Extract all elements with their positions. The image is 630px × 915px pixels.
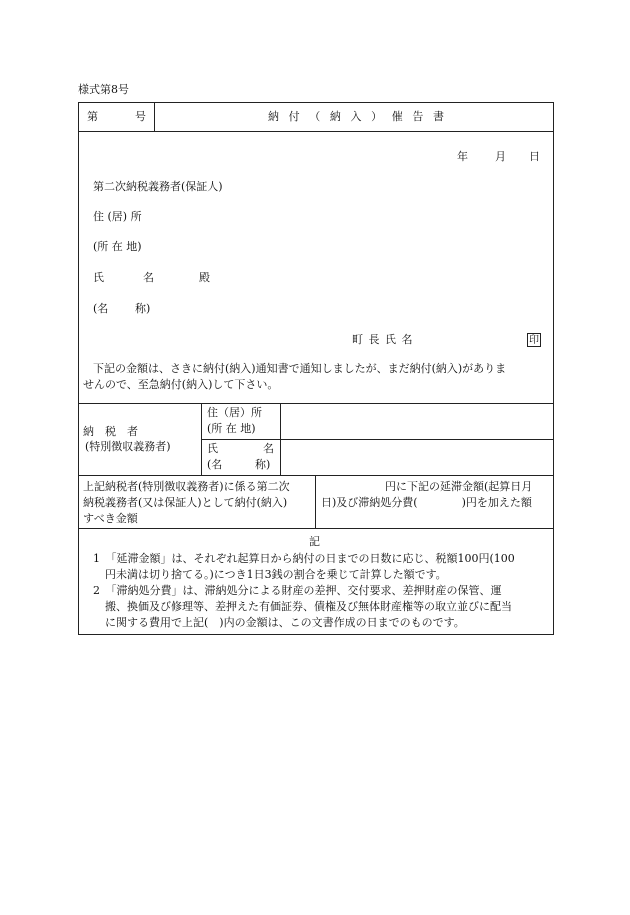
- form-number: 様式第8号: [78, 83, 129, 96]
- number-label-right: 号: [135, 110, 146, 123]
- addressee-title-label: 称): [135, 302, 151, 315]
- addressee-name-label: 名: [143, 271, 154, 284]
- addressee-address-label: 住 (居) 所: [93, 210, 142, 223]
- taxpayer-name-label: 氏: [207, 442, 218, 455]
- amount-description: 納税義務者(又は保証人)として納付(納入): [83, 496, 288, 509]
- title-char: ）: [371, 110, 383, 123]
- title-char: 書: [433, 110, 444, 123]
- taxpayer-sublabel: (特別徴収義務者): [85, 440, 171, 453]
- amount-description: 上記納税者(特別徴収義務者)に係る第二次: [83, 480, 290, 493]
- date-year: 年: [457, 150, 468, 163]
- number-label-left: 第: [87, 110, 98, 123]
- title-char: （: [309, 110, 321, 123]
- note-item-2: に関する費用で上記( )内の金額は、この文書作成の日までのものです。: [105, 616, 465, 629]
- note-item-1: 1 「延滞金額」は、それぞれ起算日から納付の日までの日数に応じ、税額100円(100: [93, 552, 515, 565]
- notice-text: 下記の金額は、さきに納付(納入)通知書で通知しましたが、まだ納付(納入)がありま: [93, 362, 507, 375]
- notice-text: せんので、至急納付(納入)して下さい。: [83, 378, 279, 391]
- title-char: 入: [350, 110, 362, 123]
- taxpayer-name-label: 名: [263, 442, 274, 455]
- note-item-2: 搬、換価及び修理等、差押えた有価証券、債権及び無体財産権等の取立並びに配当: [105, 600, 512, 613]
- taxpayer-title-label: (名: [207, 458, 223, 471]
- taxpayer-location-label: (所 在 地): [207, 422, 256, 435]
- title-char: 納: [268, 110, 279, 123]
- amount-value-text: 円に下記の延滞金額(起算日月: [385, 480, 533, 493]
- seal-mark: 印: [529, 335, 539, 346]
- amount-value-text: 日)及び滞納処分費( )円を加えた額: [321, 496, 532, 509]
- date-day: 日: [529, 150, 540, 163]
- taxpayer-title-label: 称): [255, 458, 271, 471]
- title-char: 告: [412, 110, 424, 123]
- date-month: 月: [495, 150, 506, 163]
- divider: [79, 475, 553, 476]
- divider: [79, 403, 553, 404]
- title-char: 付: [288, 110, 300, 123]
- note-item-2: 2 「滞納処分費」は、滞納処分による財産の差押、交付要求、差押財産の保管、運: [93, 584, 502, 597]
- header-divider: [154, 103, 155, 131]
- form-title: [268, 109, 444, 124]
- divider: [315, 475, 316, 528]
- divider: [79, 131, 553, 132]
- title-char: 催: [391, 110, 403, 123]
- divider: [201, 439, 553, 440]
- divider: [79, 528, 553, 529]
- amount-description: すべき金額: [83, 512, 138, 525]
- addressee-location-label: (所 在 地): [93, 240, 142, 253]
- taxpayer-label: 納 税 者: [83, 425, 138, 438]
- title-char: 納: [329, 110, 341, 123]
- note-item-1: 円未満は切り捨てる。)につき1日3銭の割合を乗じて計算した額です。: [105, 568, 447, 581]
- addressee-name-label: 氏: [93, 271, 104, 284]
- addressee-heading: 第二次納税義務者(保証人): [93, 180, 223, 193]
- taxpayer-address-label: 住（居）所: [207, 406, 262, 419]
- honorific: 殿: [199, 271, 210, 284]
- addressee-title-label: (名: [93, 302, 109, 315]
- notes-heading: 記: [309, 535, 320, 548]
- notice-form: [78, 102, 554, 635]
- mayor-name-label: 町 長 氏 名: [352, 333, 414, 346]
